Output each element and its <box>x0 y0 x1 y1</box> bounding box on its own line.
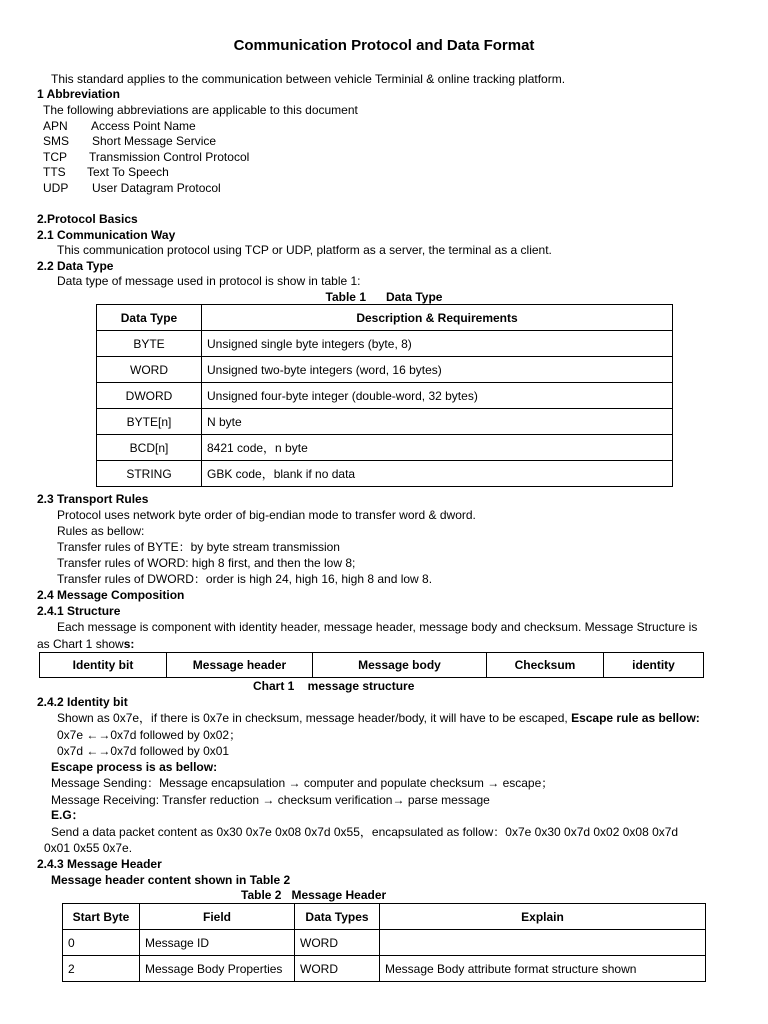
table-header-row <box>63 904 706 930</box>
table-cell: N byte <box>202 409 673 435</box>
table-row <box>97 357 673 383</box>
chart-cell: Message header <box>167 653 313 678</box>
escape-receiving: Message Receiving: Transfer reduction → checksum verification→ parse message <box>51 793 490 807</box>
table-cell: BCD[n] <box>97 435 202 461</box>
table-row <box>63 930 706 956</box>
abbr-definition: Text To Speech <box>87 165 169 179</box>
table-cell: Unsigned four-byte integer (double-word, 32 bytes) <box>202 383 673 409</box>
table-header-cell: Data Types <box>295 904 380 930</box>
table-row <box>97 461 673 487</box>
identity-bit-text-part: Shown as 0x7e，if there is 0x7e in checksum, message header/body, it will have to be escaped, <box>57 711 572 725</box>
abbr-code: SMS <box>43 134 70 148</box>
table-cell: WORD <box>295 930 380 956</box>
table-cell: WORD <box>295 956 380 982</box>
structure-text-cont <box>37 637 134 652</box>
chart-1-caption: Chart 1 message structure <box>253 679 415 693</box>
message-structure-chart <box>39 652 704 678</box>
table-row <box>97 435 673 461</box>
section-2-4-1-heading: 2.4.1 Structure <box>37 604 121 618</box>
section-2-1-text: This communication protocol using TCP or UDP, platform as a server, the terminal as a client. <box>57 243 552 257</box>
table-header-cell: Explain <box>380 904 706 930</box>
data-type-table <box>96 304 673 487</box>
table-cell: GBK code，blank if no data <box>202 461 673 487</box>
table-cell: 8421 code，n byte <box>202 435 673 461</box>
chart-cell: Identity bit <box>40 653 167 678</box>
table-cell: WORD <box>97 357 202 383</box>
abbr-code: TTS <box>43 165 66 179</box>
chart-row <box>40 653 704 678</box>
escape-rule-1: 0x7e ←→0x7d followed by 0x02； <box>57 728 242 742</box>
chart-cell: Checksum <box>487 653 604 678</box>
table-cell <box>380 930 706 956</box>
table-header-row <box>97 305 673 331</box>
table-cell: 0 <box>63 930 140 956</box>
table-cell: BYTE <box>97 331 202 357</box>
table-row <box>97 383 673 409</box>
identity-bit-text <box>57 711 700 726</box>
abbr-definition: Access Point Name <box>91 119 196 133</box>
section-2-4-3-heading: 2.4.3 Message Header <box>37 857 162 871</box>
table-header-cell: Start Byte <box>63 904 140 930</box>
section-2-heading: 2.Protocol Basics <box>37 212 138 226</box>
example-text: Send a data packet content as 0x30 0x7e 0x08 0x7d 0x55，encapsulated as follow：0x7e 0x30 0x7d 0x02 0x08 0x7d <box>51 825 679 839</box>
table-row <box>97 331 673 357</box>
table-cell: 2 <box>63 956 140 982</box>
abbr-code: TCP <box>43 150 67 164</box>
table-header-cell: Description & Requirements <box>202 305 673 331</box>
chart-cell: identity <box>604 653 704 678</box>
page-title: Communication Protocol and Data Format <box>233 37 535 54</box>
section-2-4-2-heading: 2.4.2 Identity bit <box>37 695 128 709</box>
transport-rule-line: Rules as bellow: <box>57 524 145 538</box>
structure-text-bold: s: <box>123 637 135 651</box>
example-text-cont: 0x01 0x55 0x7e. <box>44 841 133 855</box>
abbr-definition: Transmission Control Protocol <box>89 150 250 164</box>
escape-sending: Message Sending：Message encapsulation → computer and populate checksum → escape； <box>51 776 554 790</box>
transport-rule-line: Transfer rules of WORD: high 8 first, and then the low 8; <box>57 556 356 570</box>
section-2-2-heading: 2.2 Data Type <box>37 259 114 273</box>
abbr-code: UDP <box>43 181 69 195</box>
table-2-caption: Table 2 Message Header <box>241 888 387 902</box>
escape-rule-2: 0x7d ←→0x7d followed by 0x01 <box>57 744 230 758</box>
abbr-code: APN <box>43 119 68 133</box>
section-2-1-heading: 2.1 Communication Way <box>37 228 176 242</box>
table-cell: Message Body Properties <box>140 956 295 982</box>
table-cell: Message Body attribute format structure shown <box>380 956 706 982</box>
transport-rule-line: Transfer rules of DWORD：order is high 24, high 16, high 8 and low 8. <box>57 572 433 586</box>
structure-text: Each message is component with identity header, message header, message body and checksum. Message Structure is <box>57 620 698 634</box>
table-1-caption: Table 1 Data Type <box>325 290 443 304</box>
section-1-heading: 1 Abbreviation <box>37 87 120 101</box>
example-heading: E.G： <box>51 808 84 822</box>
transport-rule-line: Protocol uses network byte order of big-endian mode to transfer word & dword. <box>57 508 476 522</box>
chart-cell: Message body <box>313 653 487 678</box>
section-2-3-heading: 2.3 Transport Rules <box>37 492 149 506</box>
table-header-cell: Field <box>140 904 295 930</box>
abbreviation-lead: The following abbreviations are applicable to this document <box>43 103 358 117</box>
table-row <box>63 956 706 982</box>
abbr-definition: User Datagram Protocol <box>92 181 221 195</box>
abbr-definition: Short Message Service <box>92 134 217 148</box>
table-cell: STRING <box>97 461 202 487</box>
intro-text: This standard applies to the communication between vehicle Terminial & online tracking platform. <box>51 72 566 86</box>
message-header-table <box>62 903 706 982</box>
table-cell: Unsigned two-byte integers (word, 16 bytes) <box>202 357 673 383</box>
table-cell: Unsigned single byte integers (byte, 8) <box>202 331 673 357</box>
escape-rule-label: Escape rule as bellow: <box>571 711 700 725</box>
table-header-cell: Data Type <box>97 305 202 331</box>
escape-process-heading: Escape process is as bellow: <box>51 760 218 774</box>
message-header-intro: Message header content shown in Table 2 <box>51 873 291 887</box>
section-2-2-text: Data type of message used in protocol is show in table 1: <box>57 274 361 288</box>
table-cell: BYTE[n] <box>97 409 202 435</box>
transport-rule-line: Transfer rules of BYTE：by byte stream transmission <box>57 540 340 554</box>
table-row <box>97 409 673 435</box>
table-cell: DWORD <box>97 383 202 409</box>
section-2-4-heading: 2.4 Message Composition <box>37 588 185 602</box>
structure-text-part: as Chart 1 show <box>37 637 124 651</box>
table-cell: Message ID <box>140 930 295 956</box>
